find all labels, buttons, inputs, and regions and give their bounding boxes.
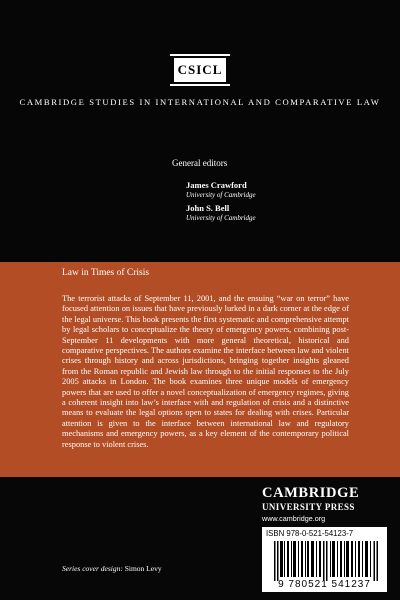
barcode-digits: 9 780521 541237 — [278, 579, 371, 590]
publisher-name: CAMBRIDGE — [262, 485, 360, 501]
publisher-url: www.cambridge.org — [262, 514, 326, 523]
isbn-box — [262, 527, 387, 592]
book-blurb: The terrorist attacks of September 11, 2001, and the ensuing “war on terror” have focused attention on issues that have previously lurked in a dark corner at the edge of the legal universe. This book presents the first systematic and comprehensive attempt by legal scholars to conceptualize the theory of emergency powers, combining post-September 11 developments with more general theoretical, historical and comparative perspectives. The authors examine the interface between law and violent crises through history and across jurisdictions, bringing together insights gleaned from the Roman republic and Jewish law through to the initial responses to the July 2005 attacks in London. The book examines three unique models of emergency powers that are used to offer a novel conceptualization of emergency regimes, giving a coherent insight into law’s interface with and regulation of crisis and a distinctive means to evaluate the legal options open to states for dealing with crises. Particular attention is given to the interface between international law and regulatory mechanisms and emergency powers, as a key element of the contemporary political response to violent crises. — [62, 294, 349, 449]
cover-designer-name: Simon Levy — [124, 564, 162, 573]
editor-name: James Crawford — [186, 180, 247, 190]
book-title: Law in Times of Crisis — [62, 268, 150, 278]
publisher-subtitle: UNIVERSITY PRESS — [262, 502, 355, 512]
barcode-icon — [274, 541, 378, 581]
logo-rule-top — [170, 54, 230, 56]
cover-top-section — [0, 0, 400, 262]
editor-affiliation: University of Cambridge — [186, 214, 256, 222]
logo-rule-bottom — [170, 84, 230, 86]
editors-heading: General editors — [172, 158, 228, 168]
series-title: CAMBRIDGE STUDIES IN INTERNATIONAL AND COMPARATIVE LAW — [19, 97, 381, 107]
isbn-text: ISBN 978-0-521-54123-7 — [266, 529, 354, 538]
editor-affiliation: University of Cambridge — [186, 191, 256, 199]
series-logo-text: CSICL — [177, 62, 223, 77]
editor-entry — [186, 203, 256, 222]
editor-entry — [186, 180, 256, 199]
editor-name: John S. Bell — [186, 203, 230, 213]
cover-design-credit — [62, 564, 162, 573]
series-logo — [174, 58, 226, 82]
cover-design-label: Series cover design: — [62, 564, 123, 573]
